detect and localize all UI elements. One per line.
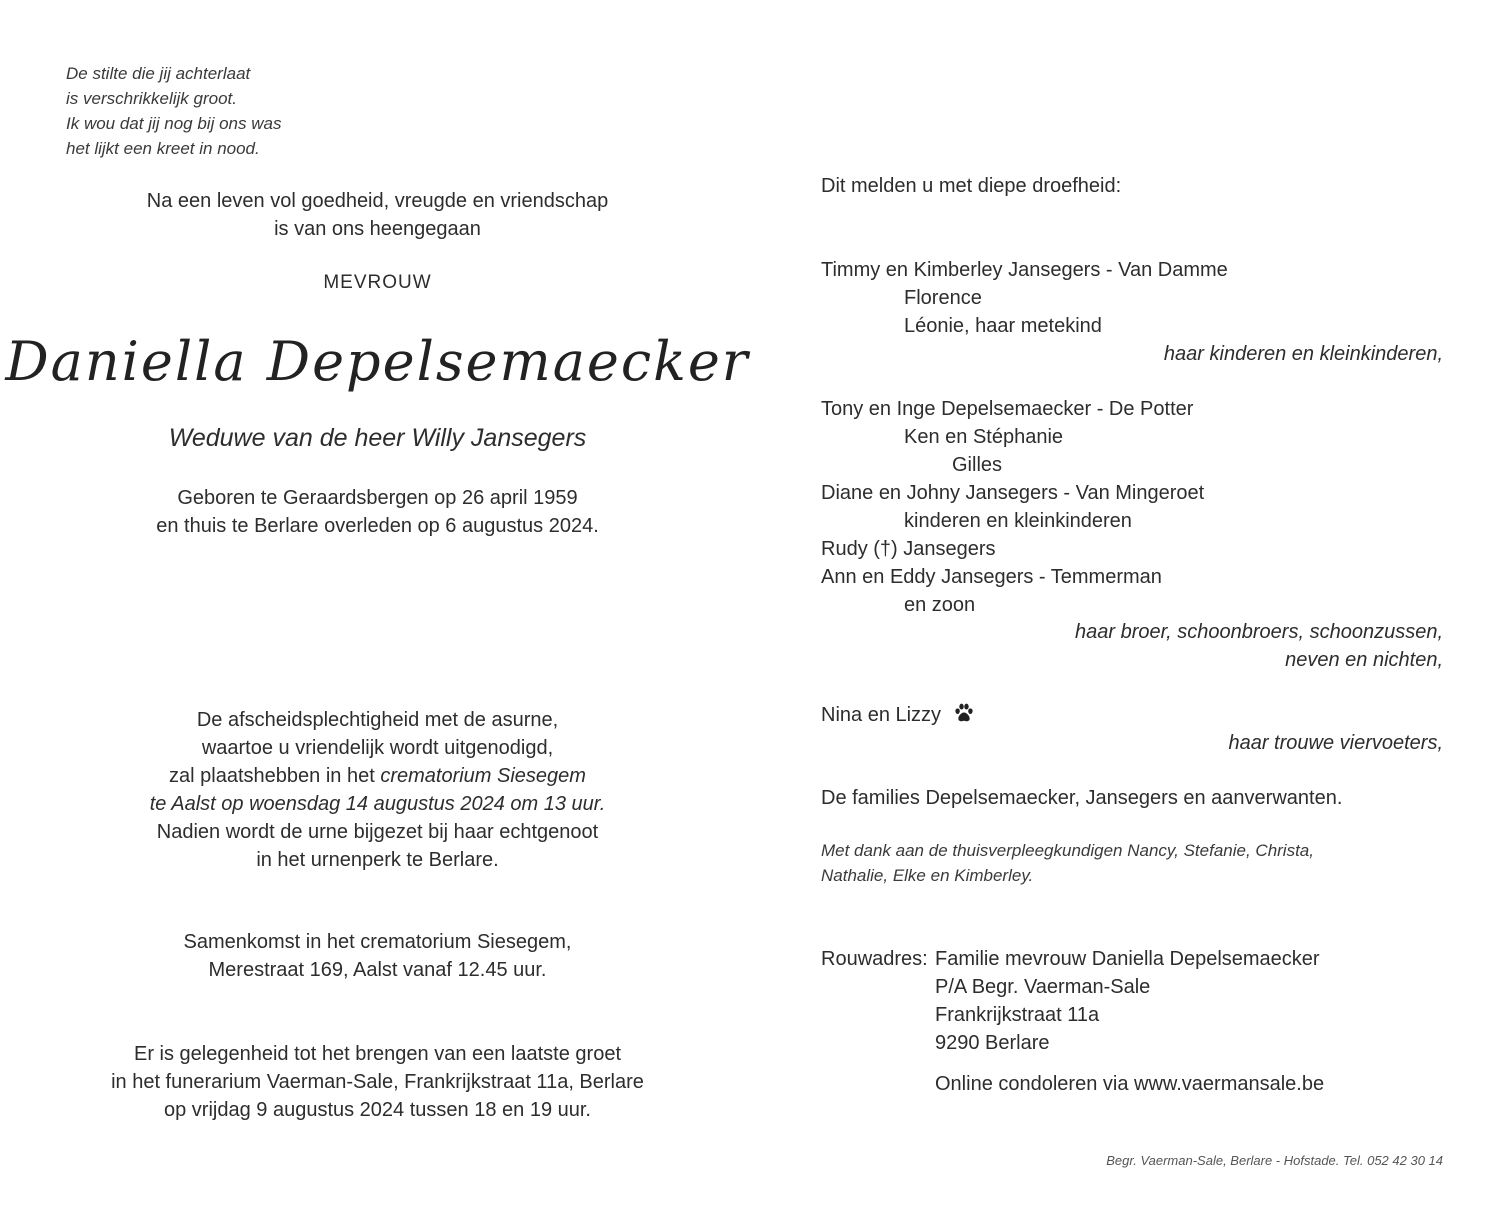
online-condolence: Online condoleren via www.vaermansale.be (935, 1073, 1325, 1095)
family-member: Ann en Eddy Jansegers - Temmerman (821, 566, 1162, 588)
ceremony-line: Nadien wordt de urne bijgezet bij haar echtgenoot (156, 821, 599, 843)
intro (0, 187, 755, 243)
ceremony-line: waartoe u vriendelijk wordt uitgenodigd, (201, 737, 554, 759)
address-line: Familie mevrouw Daniella Depelsemaecker (935, 948, 1320, 970)
visit-line: Er is gelegenheid tot het brengen van een laatste groet (133, 1043, 621, 1065)
family-member: en zoon (904, 594, 976, 616)
footer: Begr. Vaerman-Sale, Berlare - Hofstade. Tel. 052 42 30 14 (1106, 1153, 1443, 1168)
family-role: haar broer, schoonbroers, schoonzussen, (1075, 621, 1443, 643)
address-block (935, 945, 1320, 1057)
family-member: Florence (904, 287, 982, 309)
visit-line: in het funerarium Vaerman-Sale, Frankrijkstraat 11a, Berlare (111, 1071, 644, 1093)
deceased-name: Daniella Depelsemaecker (5, 330, 750, 393)
gathering (0, 928, 755, 984)
thanks (821, 838, 1314, 888)
widow-line: Weduwe van de heer Willy Jansegers (168, 424, 587, 452)
announcement: Dit melden u met diepe droefheid: (821, 175, 1122, 197)
address-line: P/A Begr. Vaerman-Sale (935, 976, 1151, 998)
thanks-line: Nathalie, Elke en Kimberley. (821, 866, 1034, 885)
family-member: Ken en Stéphanie (904, 426, 1064, 448)
intro-line: Na een leven vol goedheid, vreugde en vriendschap (146, 190, 609, 212)
gathering-line: Merestraat 169, Aalst vanaf 12.45 uur. (208, 959, 547, 981)
family-member: Tony en Inge Depelsemaecker - De Potter (821, 398, 1194, 420)
pet-names: Nina en Lizzy (821, 704, 942, 726)
ceremony-datetime: te Aalst op woensdag 14 augustus 2024 om 13 uur. (149, 793, 606, 815)
family-member: Gilles (952, 454, 1003, 476)
visit (0, 1040, 755, 1124)
ceremony-line: in het urnenperk te Berlare. (256, 849, 499, 871)
pets-role: haar trouwe viervoeters, (1228, 732, 1443, 754)
ceremony-text: zal plaatshebben in het (169, 765, 381, 787)
family-member: Diane en Johny Jansegers - Van Mingeroet (821, 482, 1205, 504)
crematorium-name: crematorium Siesegem (380, 765, 586, 787)
thanks-line: Met dank aan de thuisverpleegkundigen Nancy, Stefanie, Christa, (821, 841, 1314, 860)
poem (66, 61, 281, 161)
address-label: Rouwadres: (821, 948, 928, 970)
family-member: kinderen en kleinkinderen (904, 510, 1132, 532)
birth-line: Geboren te Geraardsbergen op 26 april 1959 (177, 487, 578, 509)
family-role: neven en nichten, (1285, 649, 1443, 671)
family-role: haar kinderen en kleinkinderen, (1163, 343, 1443, 365)
birth-death (0, 484, 755, 540)
ceremony-line (0, 762, 755, 790)
address-line: Frankrijkstraat 11a (935, 1004, 1100, 1026)
ceremony (0, 706, 755, 874)
poem-line: De stilte die jij achterlaat (66, 64, 251, 83)
poem-line: is verschrikkelijk groot. (66, 89, 237, 108)
poem-line: Ik wou dat jij nog bij ons was (66, 114, 282, 133)
family-member: Rudy (†) Jansegers (821, 538, 996, 560)
family-member: Timmy en Kimberley Jansegers - Van Damme (821, 259, 1228, 281)
paw-icon (953, 702, 975, 724)
ceremony-line: De afscheidsplechtigheid met de asurne, (196, 709, 559, 731)
pets (821, 701, 975, 729)
death-line: en thuis te Berlare overleden op 6 augustus 2024. (156, 515, 599, 537)
gathering-line: Samenkomst in het crematorium Siesegem, (183, 931, 572, 953)
address-line: 9290 Berlare (935, 1032, 1050, 1054)
poem-line: het lijkt een kreet in nood. (66, 139, 260, 158)
intro-line: is van ons heengegaan (274, 218, 481, 240)
families: De families Depelsemaecker, Jansegers en aanverwanten. (821, 787, 1343, 809)
title: MEVROUW (323, 272, 432, 293)
family-member: Léonie, haar metekind (904, 315, 1102, 337)
visit-line: op vrijdag 9 augustus 2024 tussen 18 en 19 uur. (164, 1099, 591, 1121)
